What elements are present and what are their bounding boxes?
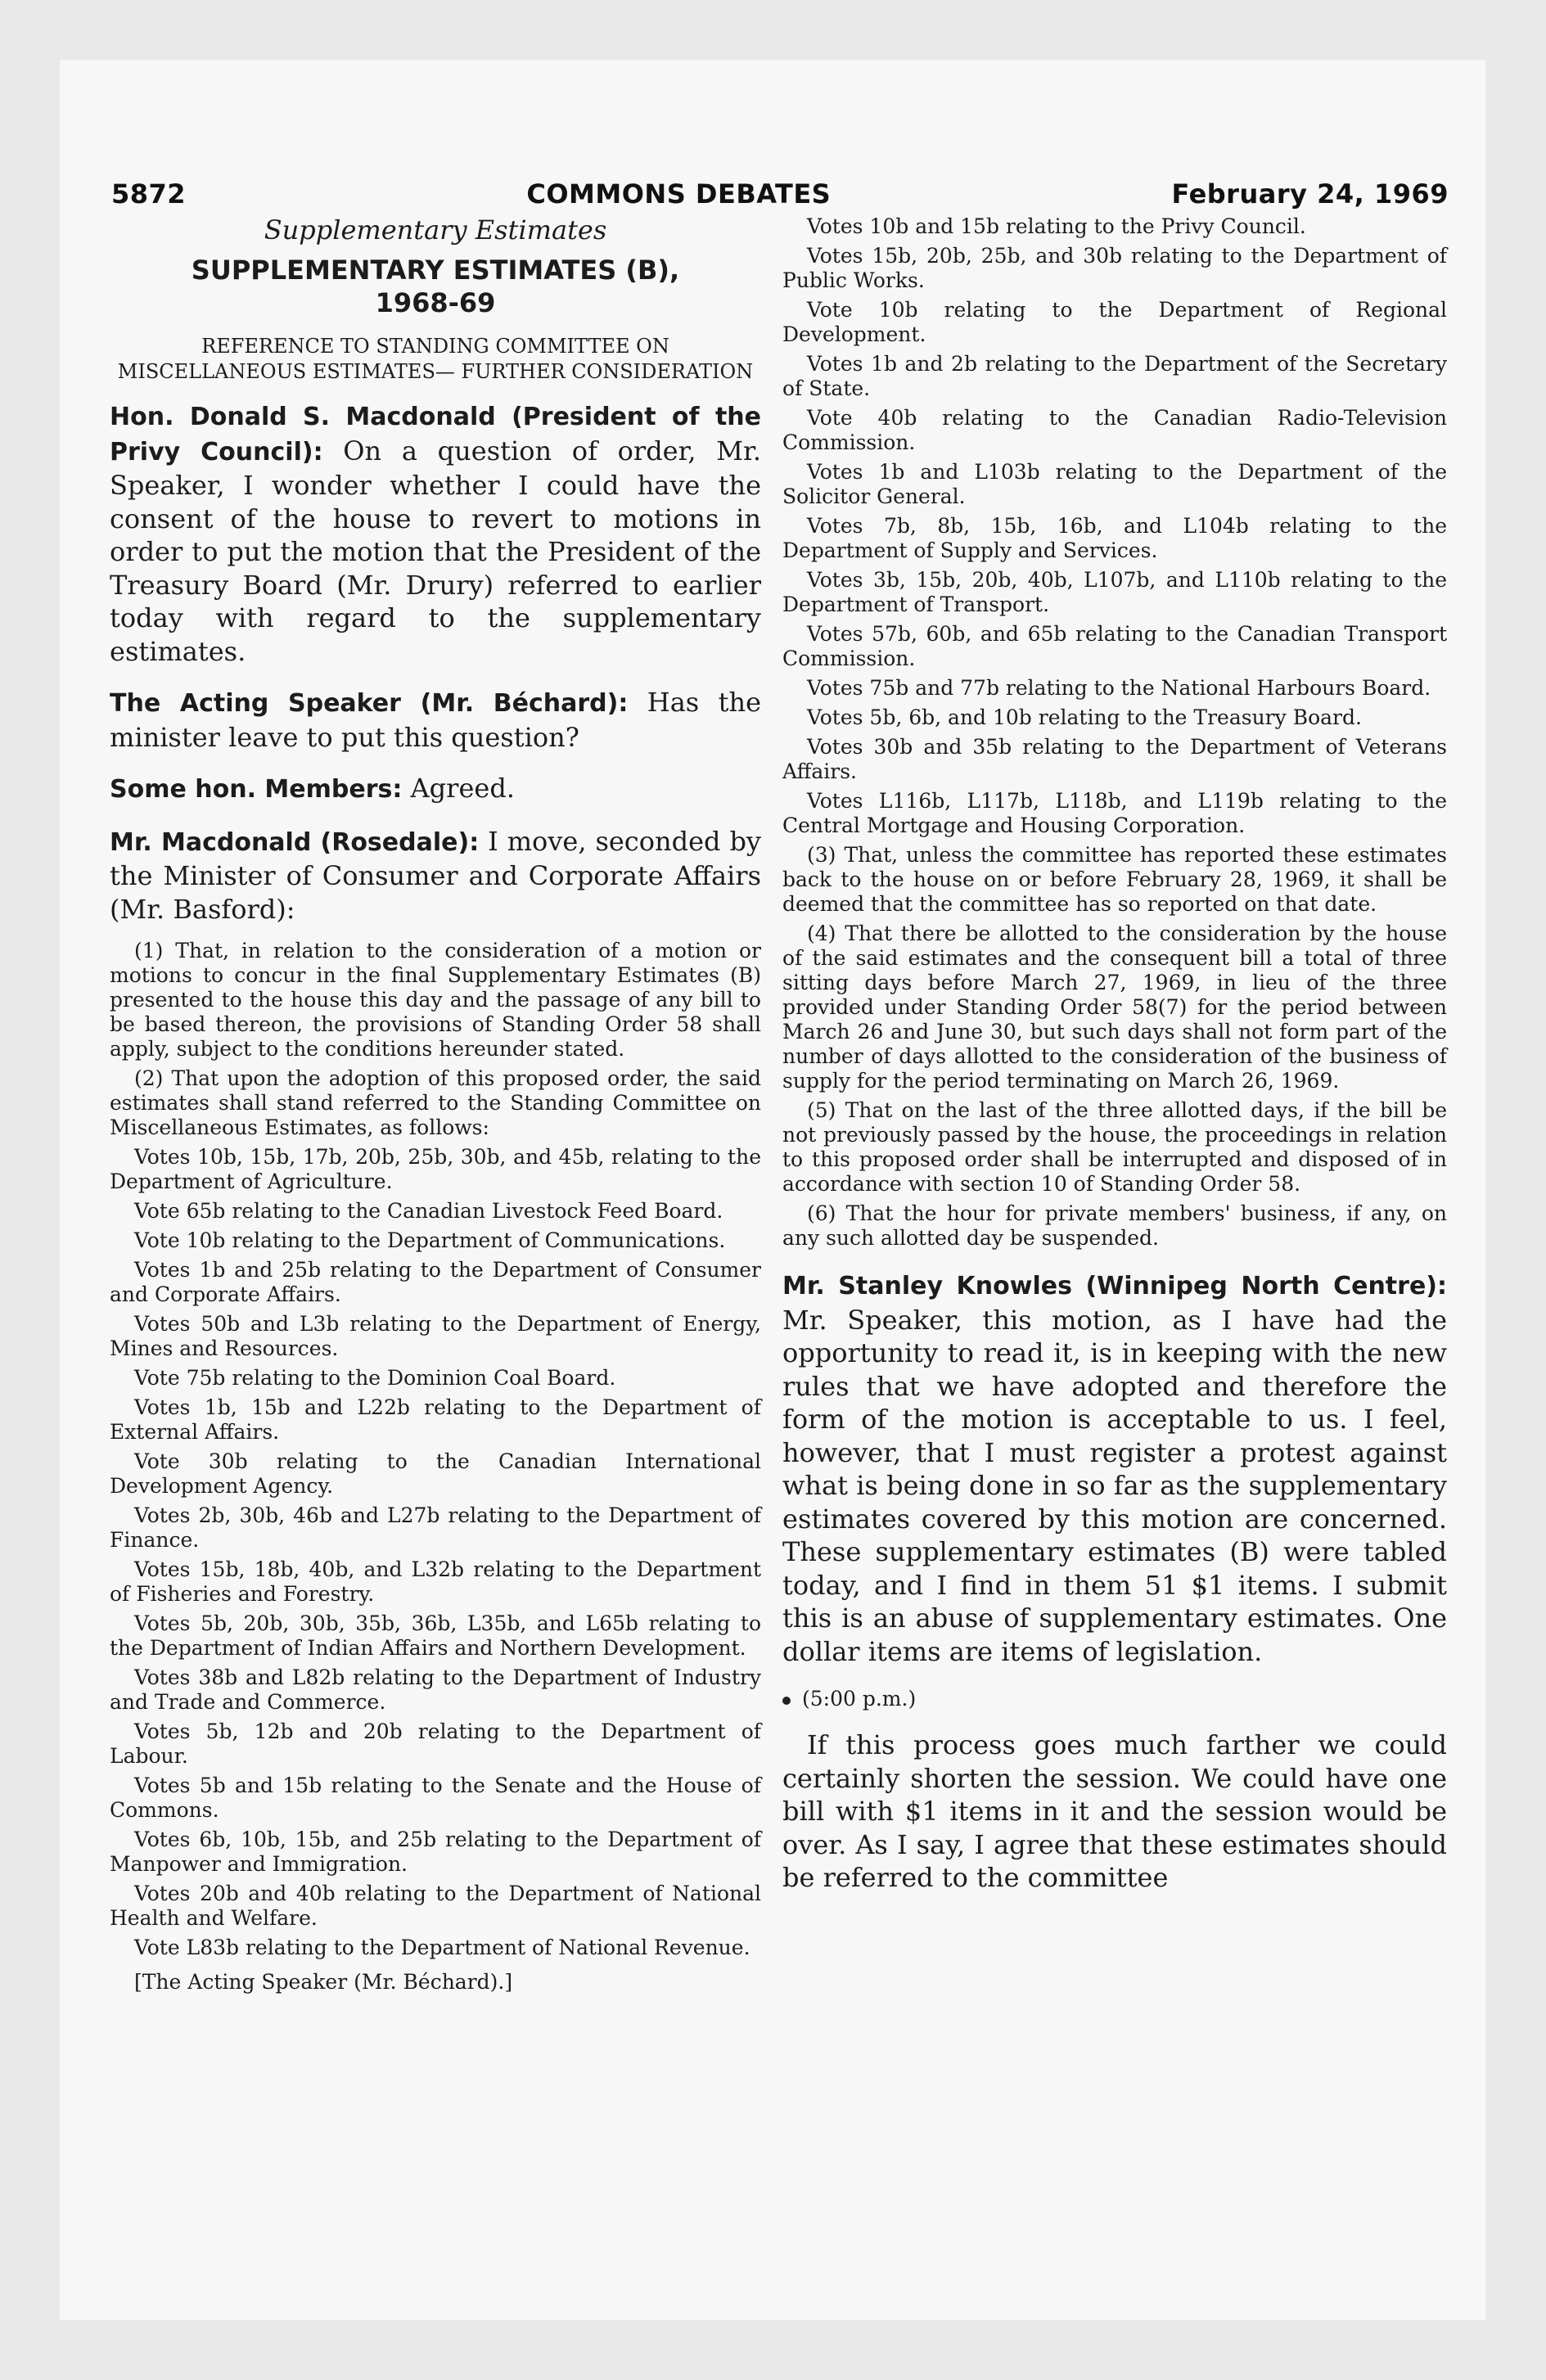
page-number: 5872: [111, 178, 187, 210]
vote-item: Vote L83b relating to the Department of National Revenue.: [134, 1936, 750, 1959]
vote-item: Votes 38b and L82b relating to the Department of Industry and Trade and Commerce.: [110, 1666, 761, 1714]
vote-item: Votes 5b, 12b and 20b relating to the Department of Labour.: [110, 1720, 761, 1768]
paragraph-macdonald-question: [110, 399, 761, 668]
speech-text: Mr. Speaker, this motion, as I have had the opportunity to read it, is in keeping with the new rules that we have adopted and therefore the form of the motion is acceptable to us. I feel, however, that I must register a protest against what is being done in so far as the supplementary estimates covered by this motion are concerned. These supplementary estimates (B) were tabled today, and I find in them 51 $1 items. I submit this is an abuse of supplementary estimates. One dollar items are items of legislation.: [782, 1304, 1447, 1667]
motion-clause-2: (2) That upon the adoption of this proposed order, the said estimates shall stand referred to the Standing Committee on Miscellaneous Estimates, as follows:: [110, 1066, 761, 1139]
vote-item: Vote 40b relating to the Canadian Radio-Television Commission.: [782, 406, 1447, 454]
vote-item: Votes 1b, 15b and L22b relating to the Department of External Affairs.: [110, 1395, 761, 1444]
vote-item: Votes 10b and 15b relating to the Privy Council.: [807, 214, 1306, 238]
bullet-icon: [782, 1697, 791, 1705]
vote-item: Vote 75b relating to the Dominion Coal Board.: [134, 1366, 616, 1390]
votes-list-left: [110, 1145, 761, 1960]
vote-item: Votes 75b and 77b relating to the National Harbours Board.: [807, 676, 1431, 700]
speaker-name: Hon. Donald S. Macdonald (President of the Privy Council):: [110, 403, 761, 467]
vote-item: Votes 57b, 60b, and 65b relating to the Canadian Transport Commission.: [782, 622, 1447, 670]
vote-item: Vote 65b relating to the Canadian Livestock Feed Board.: [134, 1199, 723, 1223]
motion-clause-4: (4) That there be allotted to the consideration by the house of the said estimates and the consequent bill a total of three sitting days before March 27, 1969, in lieu of the three provided under Standing Order 58(7) for the period between March 26 and June 30, but such days shall not form part of the number of days allotted to the consideration of the business of supply for the period terminating on March 26, 1969.: [782, 922, 1447, 1093]
time-marker-text: (5:00 p.m.): [802, 1687, 917, 1711]
paragraph-members-agreed: [110, 772, 761, 807]
vote-item: Votes 15b, 20b, 25b, and 30b relating to the Department of Public Works.: [782, 244, 1447, 292]
speech-text: Has the minister leave to put this question?: [110, 687, 762, 753]
vote-item: Vote 10b relating to the Department of Communications.: [134, 1228, 726, 1252]
vote-item: Votes 1b and 2b relating to the Department of the Secretary of State.: [782, 352, 1447, 400]
speaker-name: The Acting Speaker (Mr. Béchard):: [110, 689, 629, 718]
motion-clause-3: (3) That, unless the committee has reported these estimates back to the house on or before February 28, 1969, it shall be deemed that the committee has so reported on that date.: [782, 843, 1447, 916]
title-line-2: 1968-69: [375, 287, 496, 318]
vote-item: Votes 15b, 18b, 40b, and L32b relating to the Department of Fisheries and Forestry.: [110, 1557, 761, 1606]
speaker-name: Mr. Macdonald (Rosedale):: [110, 827, 480, 857]
vote-item: Votes 10b, 15b, 17b, 20b, 25b, 30b, and 45b, relating to the Department of Agriculture.: [110, 1145, 761, 1193]
subheading: REFERENCE TO STANDING COMMITTEE ON MISCELLANEOUS ESTIMATES— FURTHER CONSIDERATION: [117, 335, 754, 383]
vote-item: Vote 10b relating to the Department of Regional Development.: [782, 298, 1447, 346]
vote-item: Votes L116b, L117b, L118b, and L119b relating to the Central Mortgage and Housing Corporation.: [782, 789, 1447, 837]
vote-item: Votes 3b, 15b, 20b, 40b, L107b, and L110b relating to the Department of Transport.: [782, 568, 1447, 616]
vote-item: Votes 5b, 6b, and 10b relating to the Treasury Board.: [807, 705, 1362, 729]
right-column: [782, 214, 1447, 1913]
bracket-note: [The Acting Speaker (Mr. Béchard).]: [134, 1970, 513, 1994]
motion-clause-1: (1) That, in relation to the consideration of a motion or motions to concur in the final Supplementary Estimates (B) presented to the house this day and the passage of any bill to be based thereon, the provisions of Standing Order 58 shall apply, subject to the conditions hereunder stated.: [110, 939, 761, 1061]
vote-item: Votes 50b and L3b relating to the Department of Energy, Mines and Resources.: [110, 1312, 761, 1360]
motion-clause-5: (5) That on the last of the three allotted days, if the bill be not previously passed by the house, the proceedings in relation to this proposed order shall be interrupted and disposed of in accordance with section 10 of Standing Order 58.: [782, 1098, 1447, 1196]
vote-item: Votes 1b and 25b relating to the Department of Consumer and Corporate Affairs.: [110, 1258, 761, 1306]
vote-item: Votes 20b and 40b relating to the Department of National Health and Welfare.: [110, 1882, 761, 1930]
vote-item: Votes 30b and 35b relating to the Department of Veterans Affairs.: [782, 735, 1447, 783]
speech-text: Agreed.: [402, 773, 515, 804]
page-date: February 24, 1969: [1171, 178, 1449, 210]
speaker-name: Some hon. Members:: [110, 775, 403, 804]
vote-item: Votes 1b and L103b relating to the Department of the Solicitor General.: [782, 460, 1447, 508]
speech-text: On a question of order, Mr. Speaker, I wonder whether I could have the consent of the house to revert to motions in order to put the motion that the President of the Treasury Board (Mr. Drury) referred to earlier today with regard to the supplementary estimates.: [110, 435, 761, 667]
speech-text: I move, seconded by the Minister of Consumer and Corporate Affairs (Mr. Basford):: [110, 825, 762, 925]
vote-item: Votes 5b and 15b relating to the Senate and the House of Commons.: [110, 1774, 761, 1822]
publication-title: COMMONS DEBATES: [526, 178, 832, 210]
time-marker: [782, 1686, 1447, 1712]
paragraph-acting-speaker: [110, 686, 761, 754]
vote-item: Votes 5b, 20b, 30b, 35b, 36b, L35b, and L65b relating to the Department of Indian Affairs and Northern Development.: [110, 1611, 761, 1660]
left-column: [110, 214, 761, 1999]
paragraph-final: If this process goes much farther we could certainly shorten the session. We could have one bill with $1 items in it and the session would be over. As I say, I agree that these estimates should be referred to the committee: [782, 1729, 1447, 1893]
vote-item: Votes 7b, 8b, 15b, 16b, and L104b relating to the Department of Supply and Services.: [782, 514, 1447, 562]
motion-clause-6: (6) That the hour for private members' business, if any, on any such allotted day be suspended.: [782, 1201, 1447, 1250]
title-line-1: SUPPLEMENTARY ESTIMATES (B),: [191, 255, 680, 286]
paragraph-knowles: [782, 1269, 1447, 1668]
running-head: [111, 178, 1449, 210]
section-label: Supplementary Estimates: [264, 214, 607, 246]
paragraph-macdonald-motion: [110, 825, 761, 926]
vote-item: Votes 6b, 10b, 15b, and 25b relating to the Department of Manpower and Immigration.: [110, 1828, 761, 1876]
vote-item: Vote 30b relating to the Canadian International Development Agency.: [110, 1449, 761, 1498]
speaker-name: Mr. Stanley Knowles (Winnipeg North Centre):: [782, 1272, 1447, 1300]
vote-item: Votes 2b, 30b, 46b and L27b relating to the Department of Finance.: [110, 1503, 761, 1552]
votes-list-right: [782, 214, 1447, 838]
